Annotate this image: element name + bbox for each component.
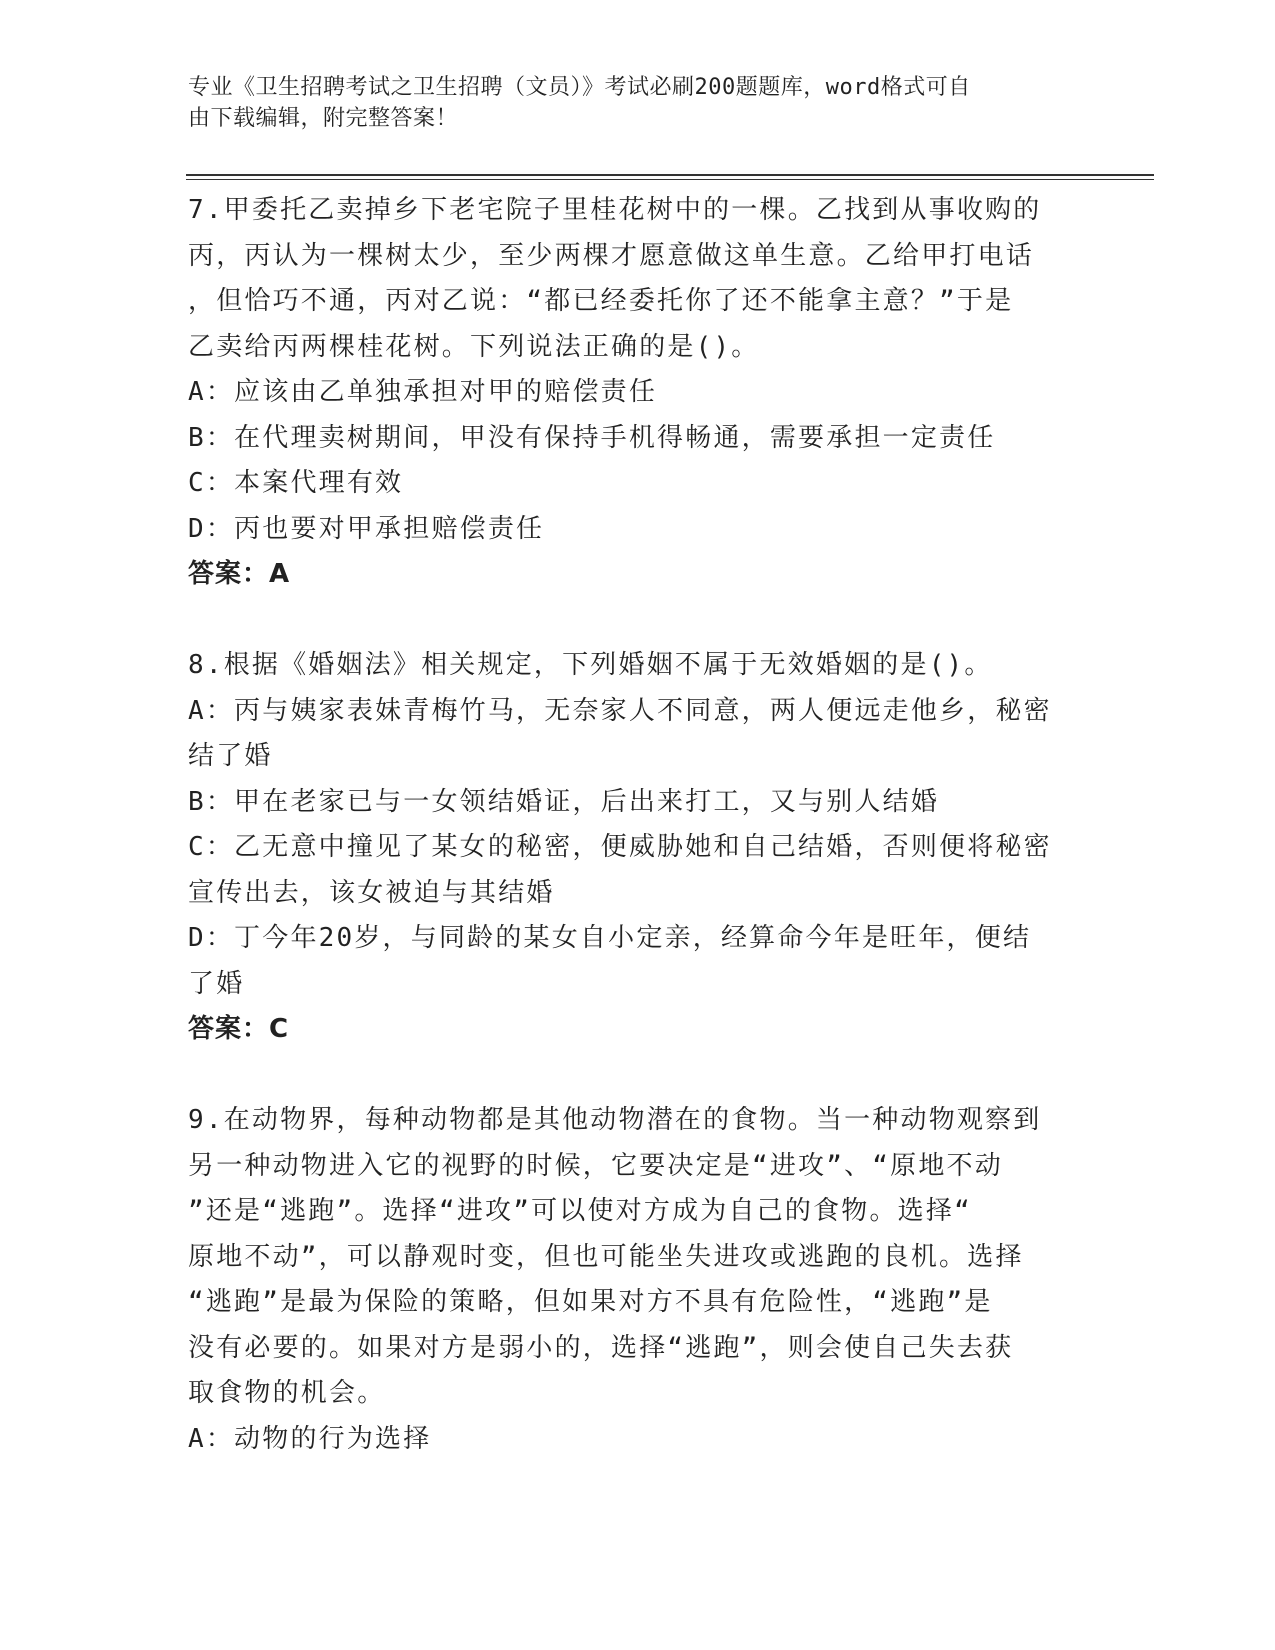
option-b: B：甲在老家已与一女领结婚证，后出来打工，又与别人结婚 <box>188 786 940 817</box>
question-text-line: 8.根据《婚姻法》相关规定，下列婚姻不属于无效婚姻的是()。 <box>188 650 993 680</box>
option-b: B：在代理卖树期间，甲没有保持手机得畅通，需要承担一定责任 <box>188 422 996 453</box>
header-divider-thin <box>186 179 1154 180</box>
answer-label: 答案：C <box>188 1014 290 1044</box>
question-9 <box>188 1098 1068 1462</box>
option-a-continued: 结了婚 <box>188 741 273 771</box>
header-divider-thick <box>186 174 1154 176</box>
answer-label: 答案：A <box>188 559 291 589</box>
question-7 <box>188 188 1068 598</box>
spacer <box>188 598 1068 644</box>
question-text-line: 9.在动物界，每种动物都是其他动物潜在的食物。当一种动物观察到 <box>188 1105 1042 1135</box>
question-text-line: 取食物的机会。 <box>188 1378 386 1408</box>
question-8 <box>188 643 1068 1053</box>
question-text-line: 原地不动”，可以静观时变，但也可能坐失进攻或逃跑的良机。选择 <box>188 1241 1024 1272</box>
question-text-line: ”还是“逃跑”。选择“进攻”可以使对方成为自己的食物。选择“ <box>188 1196 972 1226</box>
question-text-line: ，但恰巧不通，丙对乙说：“都已经委托你了还不能拿主意？”于是 <box>188 286 1014 316</box>
document-header <box>188 72 1068 134</box>
question-text-line: 乙卖给丙两棵桂花树。下列说法正确的是()。 <box>188 331 760 362</box>
question-list <box>188 188 1068 1462</box>
header-line: 由下载编辑，附完整答案！ <box>188 106 459 131</box>
option-a: A：动物的行为选择 <box>188 1423 432 1454</box>
question-text-line: “逃跑”是最为保险的策略，但如果对方不具有危险性，“逃跑”是 <box>188 1287 993 1317</box>
option-d-continued: 了婚 <box>188 968 245 999</box>
question-text-line: 丙，丙认为一棵树太少，至少两棵才愿意做这单生意。乙给甲打电话 <box>188 240 1035 271</box>
option-a: A：应该由乙单独承担对甲的赔偿责任 <box>188 377 658 407</box>
spacer <box>188 1053 1068 1099</box>
option-d: D：丙也要对甲承担赔偿责任 <box>188 513 545 544</box>
option-c: C：本案代理有效 <box>188 468 404 498</box>
option-a: A：丙与姨家表妹青梅竹马，无奈家人不同意，两人便远走他乡，秘密 <box>188 695 1052 726</box>
question-text-line: 另一种动物进入它的视野的时候，它要决定是“进攻”、“原地不动 <box>188 1150 1003 1181</box>
question-text-line: 没有必要的。如果对方是弱小的，选择“逃跑”，则会使自己失去获 <box>188 1332 1014 1363</box>
option-d: D：丁今年20岁，与同龄的某女自小定亲，经算命今年是旺年，便结 <box>188 923 1032 953</box>
option-c: C：乙无意中撞见了某女的秘密，便威胁她和自己结婚，否则便将秘密 <box>188 832 1052 862</box>
option-c-continued: 宣传出去，该女被迫与其结婚 <box>188 877 555 908</box>
question-text-line: 7.甲委托乙卖掉乡下老宅院子里桂花树中的一棵。乙找到从事收购的 <box>188 195 1042 225</box>
header-line: 专业《卫生招聘考试之卫生招聘（文员）》考试必刷200题题库，word格式可自 <box>188 75 971 100</box>
